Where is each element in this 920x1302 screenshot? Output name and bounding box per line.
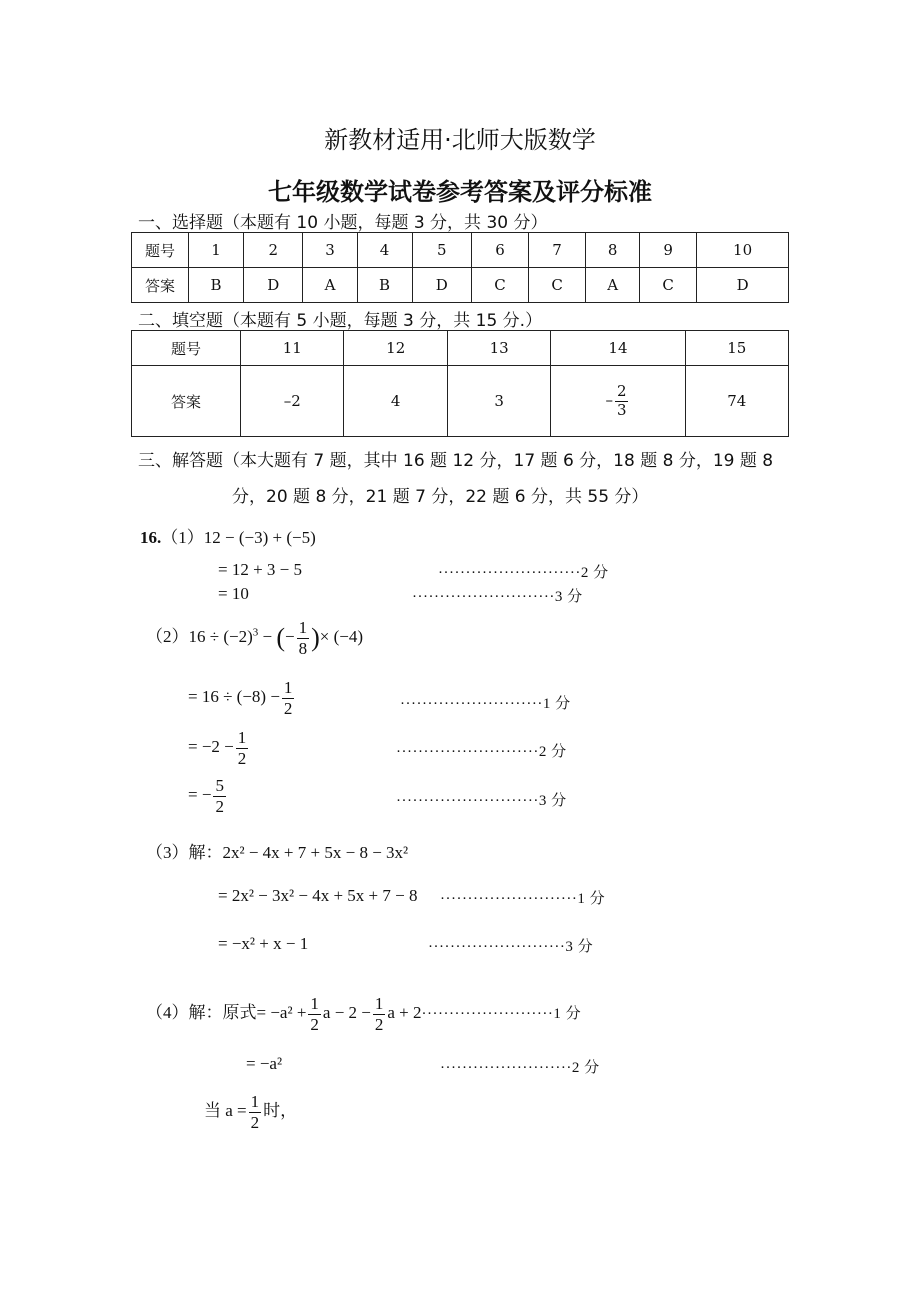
table-cell: D	[412, 268, 472, 303]
table-cell: C	[529, 268, 586, 303]
table-cell: A	[586, 268, 640, 303]
table-cell: D	[243, 268, 303, 303]
doc-subtitle: 七年级数学试卷参考答案及评分标准	[268, 178, 652, 206]
table-cell: A	[303, 268, 357, 303]
fill-answer-table	[131, 330, 789, 437]
section2-heading: 二、填空题（本题有 5 小题，每题 3 分，共 15 分.）	[138, 311, 543, 331]
table-cell: B	[357, 268, 412, 303]
q16-part2-step1: = 16 ÷ (−8) − $\frac{1}{2}$	[188, 678, 293, 718]
table-cell: 7	[529, 233, 586, 268]
table-cell: 3	[447, 366, 550, 437]
table-cell: 14	[551, 331, 685, 366]
table-cell: C	[640, 268, 697, 303]
q16-part4-expression: （4）解：原式= −a² + $\frac{1}{2}$ a − 2 − $\frac{1}{2}$ a + 2························1 分	[146, 994, 582, 1034]
q16-part2-score3: ··························3 分	[396, 793, 567, 809]
q16-part3-step1: = 2x² − 3x² − 4x + 5x + 7 − 8	[218, 886, 418, 905]
q16-part1-score2: ··························3 分	[412, 589, 583, 605]
table-row	[132, 233, 789, 268]
table-cell: 13	[447, 331, 550, 366]
section3-heading-line2: 分，20 题 8 分，21 题 7 分，22 题 6 分，共 55 分）	[232, 487, 649, 507]
row-label-number: 题号	[132, 331, 241, 366]
q16-part2-score1: ··························1 分	[400, 696, 571, 712]
table-cell: 10	[697, 233, 789, 268]
table-cell: 9	[640, 233, 697, 268]
row-label-answer: 答案	[132, 366, 241, 437]
table-row	[132, 331, 789, 366]
q16-part1-expression: 16.（1）12 − (−3) + (−5)	[140, 528, 316, 547]
section3-heading-line1: 三、解答题（本大题有 7 题，其中 16 题 12 分，17 题 6 分，18 题 8 分，19 题 8	[138, 451, 774, 471]
table-cell: 3	[303, 233, 357, 268]
q16-part4-score2: ························2 分	[440, 1060, 600, 1076]
q16-part2-step3: = − $\frac{5}{2}$	[188, 776, 224, 816]
table-cell: –2	[241, 366, 344, 437]
q16-part4-step1: = −a²	[246, 1054, 283, 1073]
table-row	[132, 366, 789, 437]
doc-title: 新教材适用·北师大版数学	[324, 126, 596, 154]
q16-part1-score1: ··························2 分	[438, 565, 609, 581]
table-cell: 5	[412, 233, 472, 268]
q16-part1-step2: = 10	[218, 584, 249, 603]
table-cell: 1	[189, 233, 244, 268]
q16-part3-score1: ·························1 分	[440, 891, 606, 907]
q16-part2-expression: $(2)16 \div (-2)^3$ − (− $\frac{1}{8}$ )× (−4)	[146, 618, 364, 658]
table-cell: 8	[586, 233, 640, 268]
q16-part3-expression: （3）解：2x² − 4x + 7 + 5x − 8 − 3x²	[146, 843, 409, 862]
table-cell: B	[189, 268, 244, 303]
table-cell: C	[472, 268, 529, 303]
table-cell: 12	[344, 331, 447, 366]
table-row	[132, 268, 789, 303]
q16-part3-score2: ·························3 分	[428, 939, 594, 955]
q16-part4-condition: 当 a = $\frac{1}{2}$ 时，	[204, 1092, 298, 1132]
table-cell: 4	[357, 233, 412, 268]
q16-part3-step2: = −x² + x − 1	[218, 934, 309, 953]
table-cell: 4	[344, 366, 447, 437]
table-cell-fraction: – $\frac{2}{3}$	[551, 366, 685, 437]
table-cell: D	[697, 268, 789, 303]
section1-heading: 一、选择题（本题有 10 小题，每题 3 分，共 30 分）	[138, 213, 548, 233]
table-cell: 15	[685, 331, 788, 366]
row-label-answer: 答案	[132, 268, 189, 303]
q16-part2-score2: ··························2 分	[396, 744, 567, 760]
row-label-number: 题号	[132, 233, 189, 268]
choice-answer-table	[131, 232, 789, 303]
table-cell: 74	[685, 366, 788, 437]
q16-part2-step2: = −2 − $\frac{1}{2}$	[188, 728, 247, 768]
q16-part1-step1: = 12 + 3 − 5	[218, 560, 303, 579]
table-cell: 11	[241, 331, 344, 366]
table-cell: 2	[243, 233, 303, 268]
table-cell: 6	[472, 233, 529, 268]
